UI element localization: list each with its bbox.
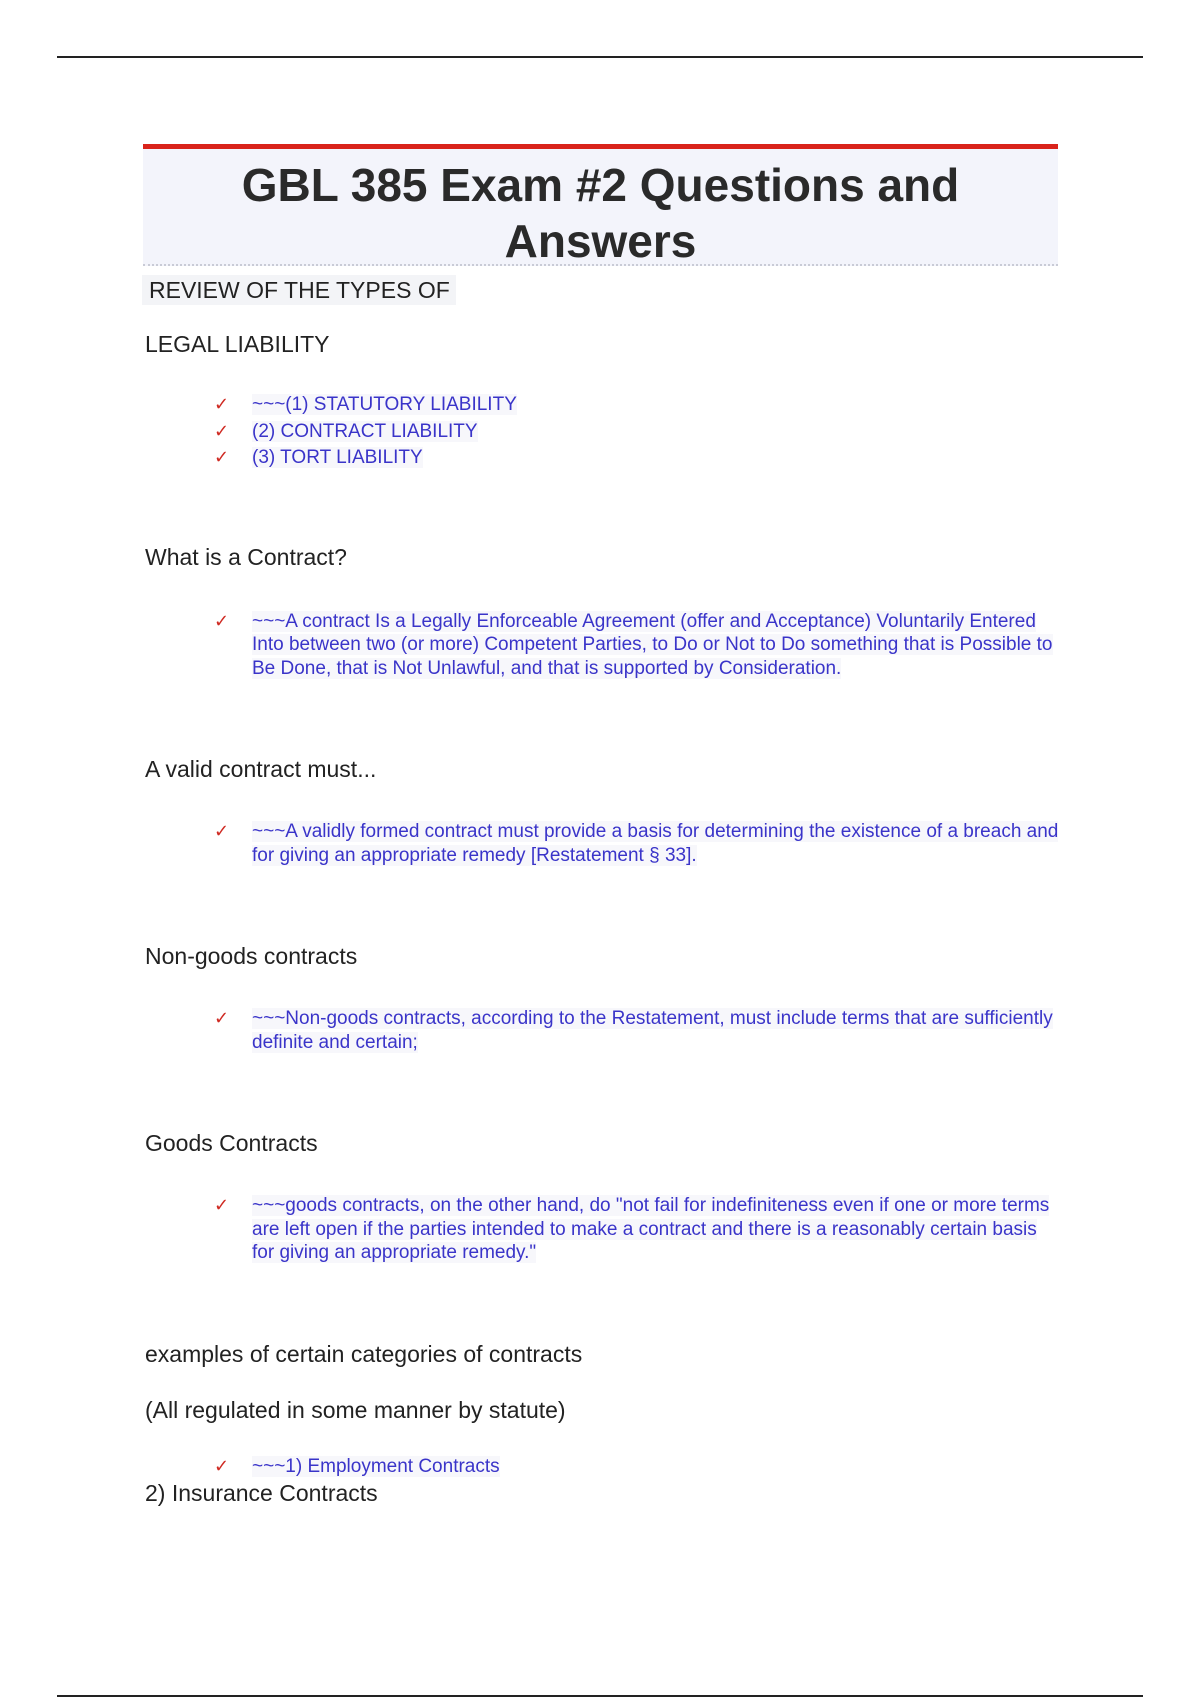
answer-item	[214, 393, 1060, 417]
answer-text: ~~~A validly formed contract must provide a basis for determining the existence of a breach and for giving an appropriate remedy [Restatement § 33].	[252, 821, 1059, 866]
title-banner	[143, 144, 1058, 266]
qa-section-liability	[145, 275, 1060, 470]
answer-item	[214, 420, 1060, 444]
answer-text: ~~~(1) STATUTORY LIABILITY	[252, 394, 517, 415]
checkmark-icon: ✓	[214, 1008, 230, 1029]
question-line: A valid contract must...	[145, 756, 377, 782]
answer-text: ~~~A contract Is a Legally Enforceable Agreement (offer and Acceptance) Voluntarily Entered Into between two (or more) Competent Parties, to Do or Not to Do something that is Possible to Be Done, that is Not Unlawful, and that is supported by Consideration.	[252, 610, 1053, 679]
answer-text: ~~~1) Employment Contracts	[252, 1455, 500, 1477]
question-line: examples of certain categories of contracts	[145, 1340, 583, 1367]
answer-list	[145, 1455, 1060, 1479]
question-line: (All regulated in some manner by statute)	[145, 1396, 566, 1423]
answer-item	[214, 1007, 1060, 1054]
bottom-rule	[57, 1695, 1143, 1697]
checkmark-icon: ✓	[214, 1195, 230, 1216]
document-body	[145, 275, 1060, 1508]
qa-section-categories	[145, 1339, 1060, 1509]
qa-section-non-goods	[145, 941, 1060, 1054]
answer-text: ~~~goods contracts, on the other hand, do "not fail for indefiniteness even if one or more terms are left open if the parties intended to make a contract and there is a reasonably certain basis for giving an appropriate remedy."	[252, 1195, 1050, 1263]
answer-list	[145, 393, 1060, 470]
checkmark-icon: ✓	[214, 610, 230, 632]
answer-text: (2) CONTRACT LIABILITY	[252, 420, 478, 442]
checkmark-icon: ✓	[214, 1455, 230, 1477]
checkmark-icon: ✓	[214, 821, 230, 842]
answer-item	[214, 1194, 1060, 1265]
trailing-line: 2) Insurance Contracts	[145, 1480, 378, 1506]
answer-item	[214, 1455, 1060, 1479]
answer-list	[145, 610, 1060, 681]
answer-text: ~~~Non-goods contracts, according to the Restatement, must include terms that are sufficiently definite and certain;	[252, 1008, 1053, 1053]
answer-item	[214, 446, 1060, 470]
answer-list	[145, 820, 1060, 867]
answer-item	[214, 610, 1060, 681]
qa-section-contract	[145, 542, 1060, 681]
question-line: REVIEW OF THE TYPES OF	[142, 275, 456, 305]
document-title: GBL 385 Exam #2 Questions and Answers	[241, 159, 960, 267]
answer-item	[214, 820, 1060, 867]
question-line: Goods Contracts	[145, 1130, 318, 1156]
top-rule	[57, 56, 1143, 58]
question-line: What is a Contract?	[145, 543, 347, 570]
answer-text: (3) TORT LIABILITY	[252, 447, 423, 468]
checkmark-icon: ✓	[214, 394, 230, 415]
question-line: LEGAL LIABILITY	[145, 331, 330, 357]
qa-section-goods	[145, 1128, 1060, 1265]
answer-list	[145, 1194, 1060, 1265]
question-line: Non-goods contracts	[145, 943, 358, 969]
qa-section-valid-contract	[145, 754, 1060, 867]
answer-list	[145, 1007, 1060, 1054]
checkmark-icon: ✓	[214, 447, 230, 468]
checkmark-icon: ✓	[214, 420, 230, 442]
